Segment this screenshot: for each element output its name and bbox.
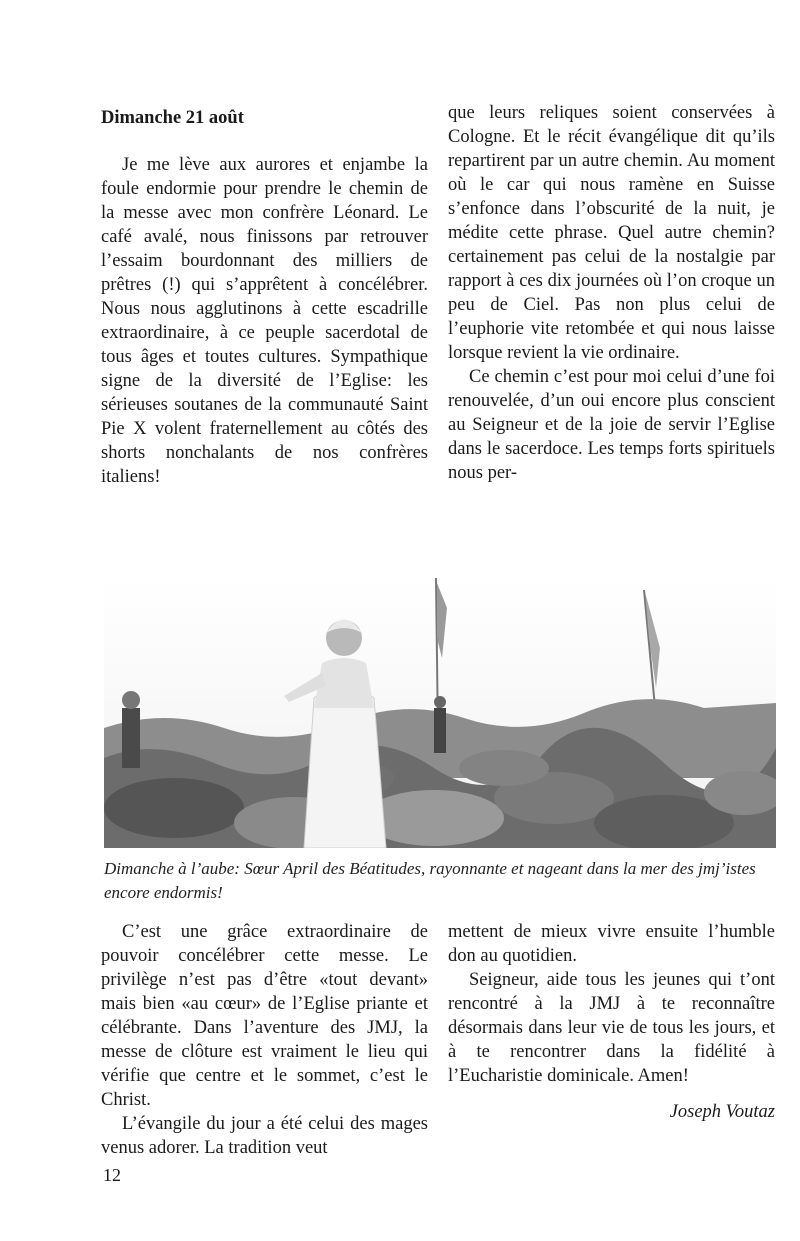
author-signature: Joseph Voutaz xyxy=(669,1102,775,1122)
section-heading: Dimanche 21 août xyxy=(101,108,244,128)
crowd-photo xyxy=(104,578,776,848)
paragraph: C’est une grâce extraordinaire de pouvoir concélébrer cette messe. Le privilège n’est pas d’être «tout devant» mais bien «au cœur» de l’Eglise priante et célébrante. Dans l’aventure des JMJ, la messe de clôture est vraiment le lieu qui vérifie que centre et le sommet, c’est le Christ. xyxy=(101,922,428,1110)
page-number: 12 xyxy=(103,1165,121,1185)
photo-caption: Dimanche à l’aube: Sœur April des Béatitudes, rayonnante et nageant dans la mer des jmj’istes encore endormis! xyxy=(104,859,756,902)
column-bottom-left xyxy=(101,920,428,1160)
paragraph: Je me lève aux aurores et enjambe la foule endormie pour prendre le chemin de la messe avec mon confrère Léonard. Le café avalé, nous finissons par retrouver l’essaim bourdonnant des milliers de prêtres (!) qui s’apprêtent à concélébrer. Nous nous agglutinons à cette escadrille extraordinaire, à ce peuple sacerdotal de tous âges et toutes cultures. Sympathique signe de la diversité de l’Eglise: les sérieuses soutanes de la communauté Saint Pie X volent fraternellement au côtés des shorts nonchalants de nos confrères italiens! xyxy=(101,155,428,487)
paragraph: Ce chemin c’est pour moi celui d’une foi renouvelée, d’un oui encore plus conscient au Seigneur et de la joie de servir l’Eglise dans le sacerdoce. Les temps forts spirituels nous per- xyxy=(448,367,775,483)
paragraph: mettent de mieux vivre ensuite l’humble don au quotidien. xyxy=(448,922,775,966)
paragraph: L’évangile du jour a été celui des mages venus adorer. La tradition veut xyxy=(101,1114,428,1158)
paragraph: que leurs reliques soient conservées à Cologne. Et le récit évangélique dit qu’ils repartirent par un autre chemin. Au moment où le car qui nous ramène en Suisse s’enfonce dans l’obscurité de la nuit, je médite cette phrase. Quel autre chemin? certainement pas celui de la nostalgie par rapport à ces dix journées où l’on croque un peu de Ciel. Pas non plus celui de l’euphorie vite retombée et qui nous laisse lorsque revient la vie ordinaire. xyxy=(448,103,775,363)
column-bottom-right xyxy=(448,920,775,1124)
column-top-left xyxy=(101,106,428,489)
column-top-right xyxy=(448,101,775,485)
paragraph: Seigneur, aide tous les jeunes qui t’ont rencontré à la JMJ à te reconnaître désormais dans leur vie de tous les jours, et à te rencontrer dans la fidélité à l’Eucharistie dominicale. Amen! xyxy=(448,970,775,1086)
